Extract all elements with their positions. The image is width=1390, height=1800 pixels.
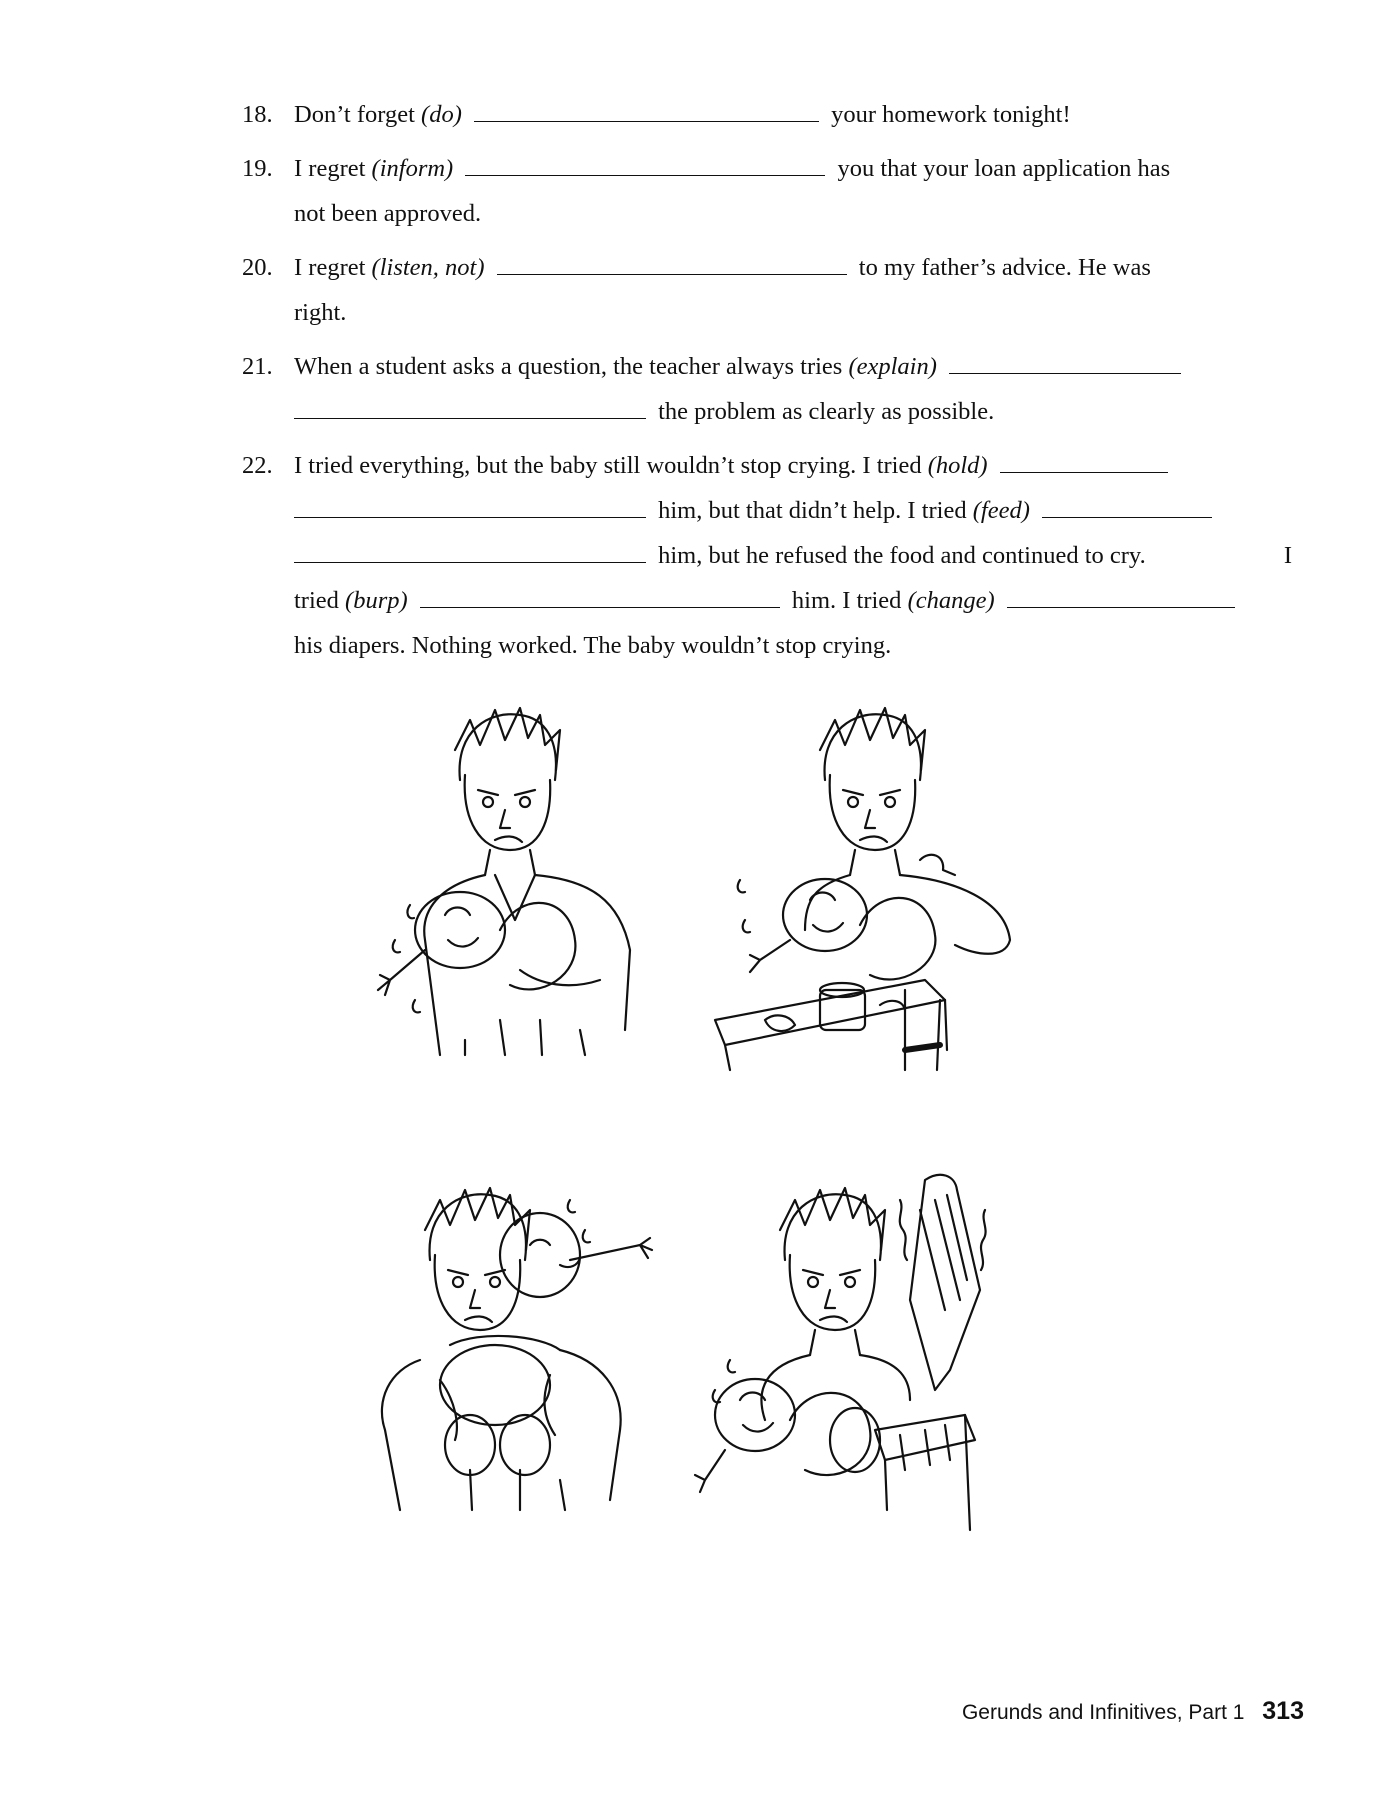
item-line: him, but he refused the food and continued to cry. I — [294, 533, 1292, 578]
answer-blank-continued[interactable] — [294, 536, 646, 563]
verb-cue: (change) — [907, 587, 995, 614]
illustration-hold-baby — [370, 700, 680, 1055]
item-line: not been approved. — [294, 200, 482, 227]
item-line: tried (burp) him. I tried (change) — [294, 578, 1292, 623]
illustration-change-diaper — [695, 1170, 1035, 1530]
item-line: I regret (inform) you that your loan application has — [294, 146, 1292, 191]
verb-cue: (explain) — [848, 353, 937, 380]
verb-cue: (do) — [421, 101, 462, 128]
answer-blank[interactable] — [1000, 446, 1168, 473]
item-line: I regret (listen, not) to my father’s advice. He was — [294, 245, 1292, 290]
item-line: the problem as clearly as possible. — [294, 389, 1292, 434]
item-line: Don’t forget (do) your homework tonight! — [294, 92, 1292, 137]
page-number: 313 — [1262, 1697, 1304, 1725]
item-line: When a student asks a question, the teacher always tries (explain) — [294, 344, 1292, 389]
item-line: right. — [294, 299, 347, 326]
item-number: 21. — [242, 353, 273, 380]
answer-blank[interactable] — [497, 248, 847, 275]
exercise-list — [242, 92, 1292, 677]
verb-cue: (feed) — [972, 497, 1030, 524]
exercise-item-20 — [242, 245, 1292, 335]
exercise-item-19 — [242, 146, 1292, 236]
item-number: 22. — [242, 452, 273, 479]
item-line: his diapers. Nothing worked. The baby wouldn’t stop crying. — [294, 632, 892, 659]
answer-blank[interactable] — [1007, 581, 1235, 608]
illustration-burp-baby — [360, 1170, 680, 1510]
chapter-title: Gerunds and Infinitives, Part 1 — [961, 1701, 1245, 1724]
answer-blank-continued[interactable] — [294, 392, 646, 419]
exercise-item-21 — [242, 344, 1292, 434]
item-number: 19. — [242, 155, 273, 182]
illustration-feed-baby — [705, 700, 1025, 1070]
answer-blank[interactable] — [465, 149, 825, 176]
verb-cue: (listen, not) — [371, 254, 485, 281]
answer-blank[interactable] — [420, 581, 780, 608]
verb-cue: (hold) — [927, 452, 988, 479]
item-number: 18. — [242, 101, 273, 128]
item-number: 20. — [242, 254, 273, 281]
answer-blank[interactable] — [474, 95, 819, 122]
answer-blank[interactable] — [1042, 491, 1212, 518]
answer-blank-continued[interactable] — [294, 491, 646, 518]
answer-blank[interactable] — [949, 347, 1181, 374]
page-footer — [962, 1697, 1304, 1726]
verb-cue: (burp) — [345, 587, 408, 614]
item-line: I tried everything, but the baby still wouldn’t stop crying. I tried (hold) — [294, 443, 1292, 488]
exercise-item-18 — [242, 92, 1292, 137]
exercise-item-22 — [242, 443, 1292, 668]
verb-cue: (inform) — [371, 155, 454, 182]
item-line: him, but that didn’t help. I tried (feed) — [294, 488, 1292, 533]
illustrations — [360, 700, 1060, 1560]
